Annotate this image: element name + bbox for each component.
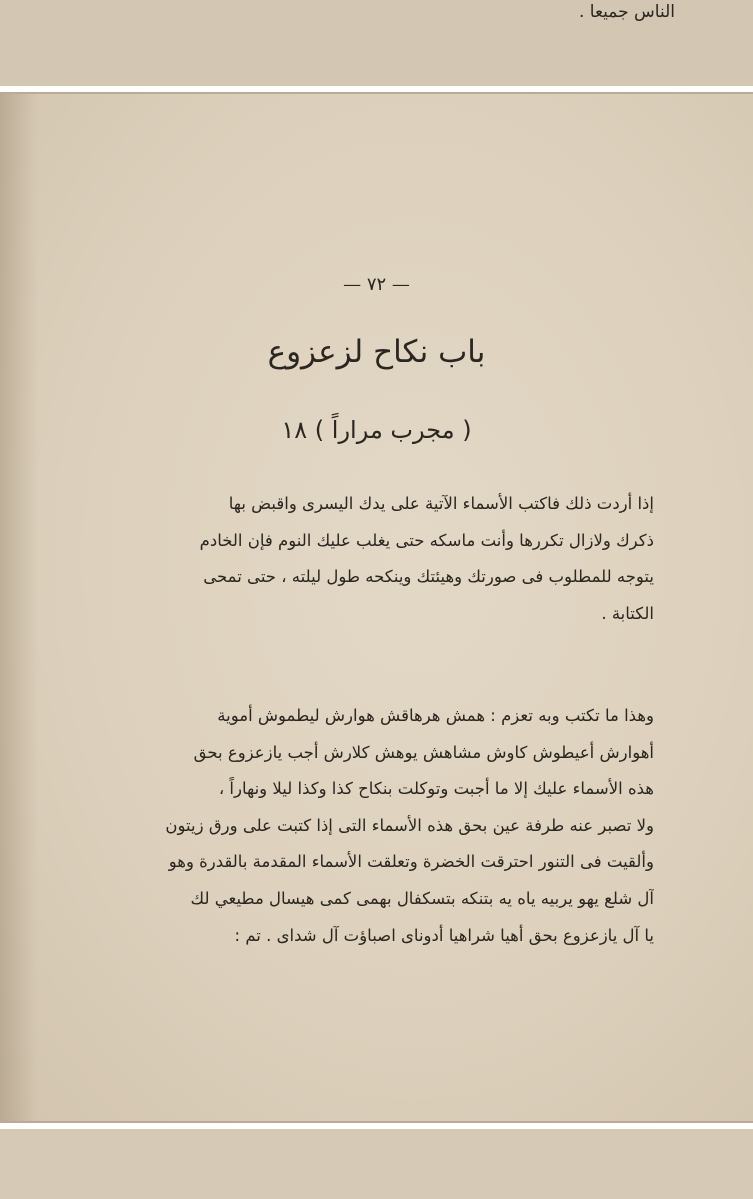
previous-page-last-line: الناس جميعا . <box>578 2 675 22</box>
book-page <box>0 92 753 1123</box>
paragraph-line: إذا أردت ذلك فاكتب الأسماء الآتية على يدك اليسرى واقبض بها <box>228 494 654 513</box>
paragraph-line: ذكرك ولازال تكررها وأنت ماسكه حتى يغلب عليك النوم فإن الخادم <box>199 530 654 550</box>
paragraph-line: أهوارش أعيطوش كاوش مشاهش يوهش كلارش أجب يازعزوع بحق <box>193 742 654 762</box>
page-number: — ٧٢ — <box>343 274 410 295</box>
paragraph-line: آل شلع يهو يربيه ياه يه بتنكه بتسكفال بهمى كمى هيسال مطيعي لك <box>190 888 654 908</box>
paragraph-line: وهذا ما تكتب وبه تعزم : همش هرهاقش هوارش ليطموش أموية <box>217 706 654 725</box>
paragraph-line: يتوجه للمطلوب فى صورتك وهيئتك وينكحه طول ليلته ، حتى تمحى <box>203 567 654 587</box>
chapter-subtitle: ( مجرب مراراً ) ١٨ <box>281 416 472 444</box>
next-page-fragment <box>0 1129 753 1199</box>
chapter-title: باب نكاح لزعزوع <box>267 334 486 370</box>
paragraph-line: هذه الأسماء عليك إلا ما أجبت وتوكلت بنكاح كذا وكذا ليلا ونهاراً ، <box>218 779 654 799</box>
paragraph-line: ولا تصبر عنه طرفة عين بحق هذه الأسماء التى إذا كتبت على ورق زيتون <box>165 815 654 835</box>
paragraph-incantation <box>92 698 654 954</box>
paragraph-line: يا آل يازعزوع بحق أهيا شراهيا أدوناى اصباؤت آل شداى . تم : <box>234 925 654 945</box>
previous-page-fragment <box>0 0 753 86</box>
paragraph-instructions <box>92 486 654 632</box>
paragraph-line: الكتابة . <box>601 603 654 623</box>
paragraph-line: وألقيت فى التنور احترقت الخضرة وتعلقت الأسماء المقدمة بالقدرة وهو <box>168 852 654 872</box>
